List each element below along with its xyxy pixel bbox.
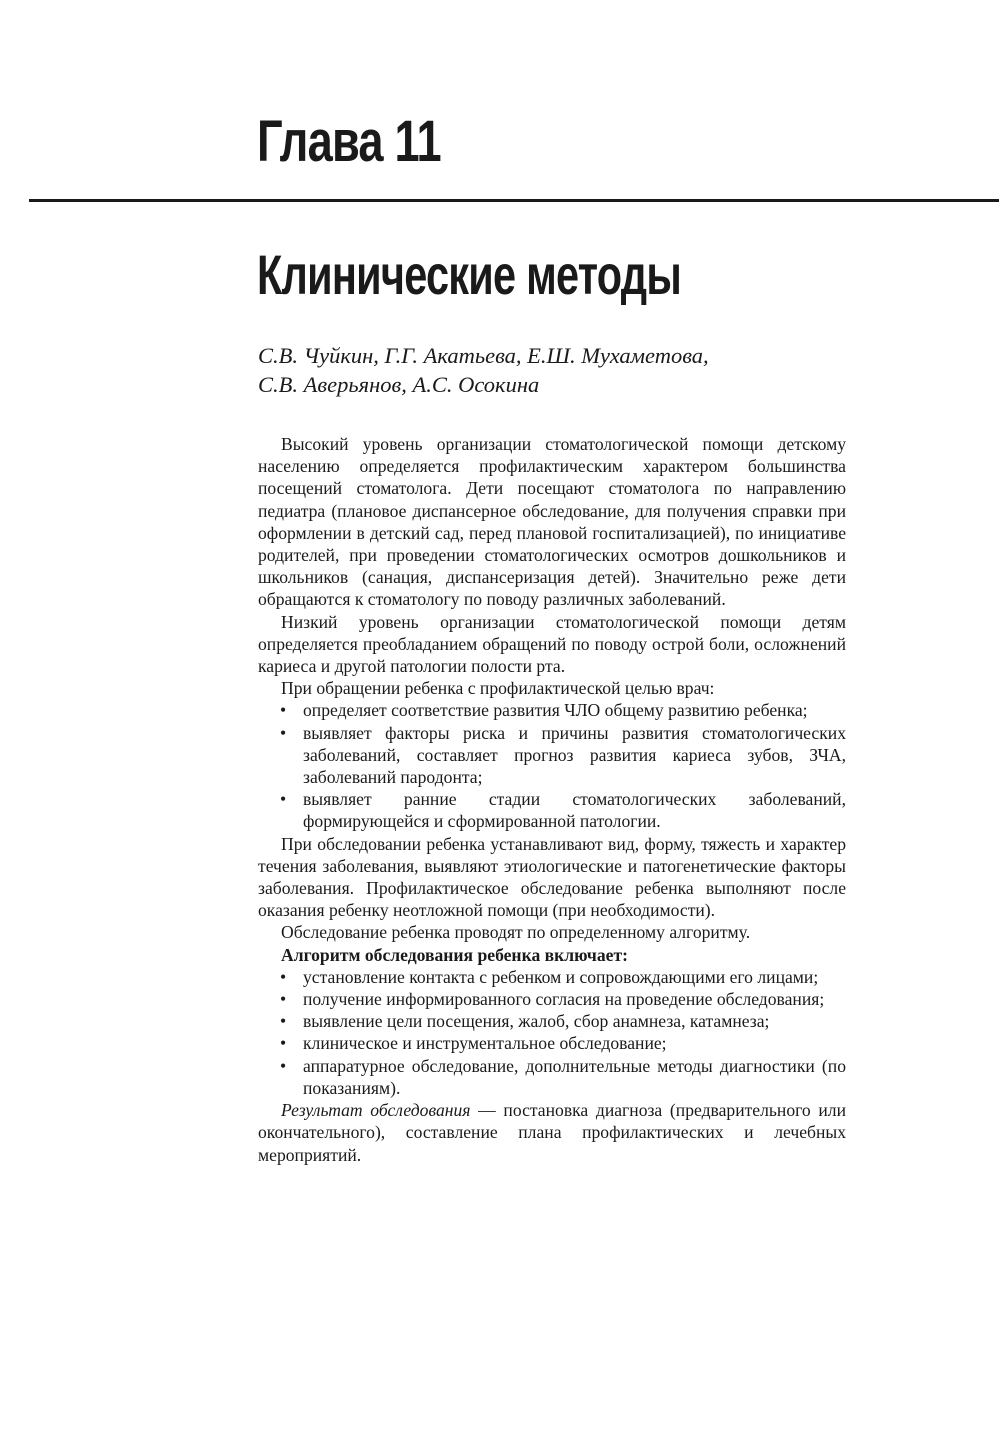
list-item xyxy=(258,788,846,832)
list-item-text: определяет соответствие развития ЧЛО общему развитию ребенка; xyxy=(303,700,808,721)
body-text xyxy=(258,433,846,1166)
authors-line: С.В. Чуйкин, Г.Г. Акатьева, Е.Ш. Мухаметова, xyxy=(258,343,709,368)
bullet-icon: • xyxy=(280,989,287,1010)
list-item-text: установление контакта с ребенком и сопровождающими его лицами; xyxy=(303,966,819,987)
list-item-text: выявляет ранние стадии стоматологических заболеваний, формирующейся и сформированной патологии. xyxy=(303,789,846,832)
bullet-icon: • xyxy=(280,722,287,743)
bullet-icon: • xyxy=(280,1011,287,1032)
chapter-title: Клинические методы xyxy=(257,243,682,306)
algorithm-heading: Алгоритм обследования ребенка включает: xyxy=(281,944,628,965)
paragraph: Низкий уровень организации стоматологической помощи детям определяется преобладанием обращений по поводу острой боли, осложнений кариеса и другой патологии полости рта. xyxy=(258,611,846,677)
list-item xyxy=(258,966,846,988)
list-item-text: выявляет факторы риска и причины развития стоматологических заболеваний, составляет прогноз развития кариеса зубов, ЗЧА, заболеваний пародонта; xyxy=(303,722,846,788)
list-item xyxy=(258,988,846,1010)
bullet-icon: • xyxy=(280,1055,287,1076)
paragraph: Высокий уровень организации стоматологической помощи детскому населению определяется профилактическим характером большинства посещений стоматолога. Дети посещают стоматолога по направлению педиатра (плановое диспансерное обследование, для получения справки при оформлении в детский сад, перед плановой госпитализацией), по инициативе родителей, при проведении стоматологических осмотров дошкольников и школьников (санация, диспансеризация детей). Значительно реже дети обращаются к стоматологу по поводу различных заболеваний. xyxy=(258,434,846,610)
doctor-tasks-list xyxy=(258,699,846,832)
authors-block xyxy=(258,341,858,399)
list-item xyxy=(258,1055,846,1099)
bullet-icon: • xyxy=(280,1033,287,1054)
chapter-divider xyxy=(29,199,999,202)
list-item xyxy=(258,1032,846,1054)
bullet-icon: • xyxy=(280,966,287,987)
bullet-icon: • xyxy=(280,789,287,810)
bullet-icon: • xyxy=(280,700,287,721)
paragraph: При обследовании ребенка устанавливают вид, форму, тяжесть и характер течения заболевания, выявляют этиологические и патогенетические факторы заболевания. Профилактическое обследование ребенка выполняют после оказания ребенку неотложной помощи (при необходимости). xyxy=(258,833,846,921)
result-term: Результат обследования xyxy=(281,1100,471,1121)
algorithm-list xyxy=(258,966,846,1099)
list-item-text: выявление цели посещения, жалоб, сбор анамнеза, катамнеза; xyxy=(303,1011,770,1032)
list-item-text: получение информированного согласия на проведение обследования; xyxy=(303,989,825,1010)
list-item-text: клиническое и инструментальное обследование; xyxy=(303,1033,667,1054)
list-item-text: аппаратурное обследование, дополнительные методы диагностики (по показаниям). xyxy=(303,1055,846,1098)
result-definition: — постановка диагноза (предварительного или окончательного), составление плана профилактических и лечебных мероприятий. xyxy=(258,1100,846,1165)
list-item xyxy=(258,699,846,721)
authors-line: С.В. Аверьянов, А.С. Осокина xyxy=(258,372,540,397)
paragraph xyxy=(258,1099,846,1166)
list-item xyxy=(258,722,846,789)
list-item xyxy=(258,1010,846,1032)
paragraph: При обращении ребенка с профилактической целью врач: xyxy=(281,678,715,699)
paragraph: Обследование ребенка проводят по определенному алгоритму. xyxy=(281,922,751,943)
chapter-label: Глава 11 xyxy=(257,109,441,174)
